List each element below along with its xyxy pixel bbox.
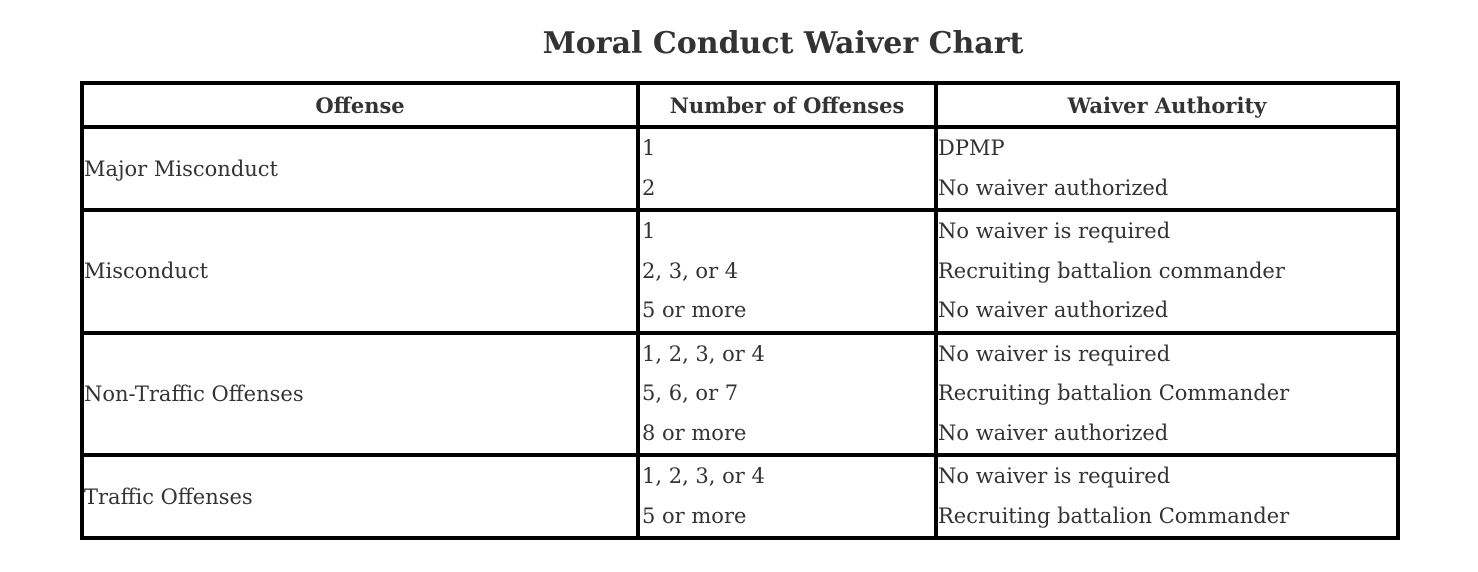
- waiver-authority-cell: [938, 212, 1396, 335]
- waiver-authority: No waiver authorized: [938, 175, 1169, 200]
- offense-count-cell: [640, 129, 938, 212]
- offense-count: 1, 2, 3, or 4: [642, 341, 765, 366]
- offense-cell: Non-Traffic Offenses: [84, 335, 640, 458]
- table-header-row: [84, 85, 1396, 129]
- column-header-waiver-authority: Waiver Authority: [938, 85, 1396, 129]
- page-title: Moral Conduct Waiver Chart: [542, 26, 1024, 61]
- waiver-authority: Recruiting battalion commander: [938, 258, 1285, 283]
- offense-count: 5 or more: [642, 298, 747, 322]
- table-row: [84, 129, 1396, 212]
- offense-count: 2, 3, or 4: [642, 258, 739, 283]
- table-row: [84, 457, 1396, 536]
- table-row: [84, 335, 1396, 458]
- waiver-authority-cell: [938, 335, 1396, 458]
- offense-cell: Traffic Offenses: [84, 457, 640, 536]
- offense-cell: Misconduct: [84, 212, 640, 335]
- column-header-offense: Offense: [84, 85, 640, 129]
- waiver-authority: Recruiting battalion Commander: [938, 503, 1290, 528]
- waiver-authority-cell: [938, 129, 1396, 212]
- offense-count: 5, 6, or 7: [642, 381, 739, 405]
- offense-count: 2: [642, 175, 656, 200]
- waiver-authority: No waiver is required: [938, 464, 1171, 488]
- offense-count: 5 or more: [642, 503, 747, 528]
- waiver-authority: No waiver authorized: [938, 420, 1169, 445]
- table-row: [84, 212, 1396, 335]
- waiver-authority: DPMP: [938, 136, 1005, 160]
- offense-count: 1: [642, 219, 656, 243]
- offense-count-cell: [640, 212, 938, 335]
- offense-cell: Major Misconduct: [84, 129, 640, 212]
- offense-count: 8 or more: [642, 420, 747, 445]
- waiver-authority: No waiver is required: [938, 219, 1171, 243]
- offense-count: 1, 2, 3, or 4: [642, 464, 765, 488]
- waiver-table: [80, 81, 1400, 540]
- column-header-number-of-offenses: Number of Offenses: [640, 85, 938, 129]
- waiver-authority-cell: [938, 457, 1396, 536]
- offense-count-cell: [640, 457, 938, 536]
- offense-count-cell: [640, 335, 938, 458]
- waiver-authority: Recruiting battalion Commander: [938, 381, 1290, 405]
- waiver-authority: No waiver is required: [938, 341, 1171, 366]
- waiver-authority: No waiver authorized: [938, 298, 1169, 322]
- offense-count: 1: [642, 136, 656, 160]
